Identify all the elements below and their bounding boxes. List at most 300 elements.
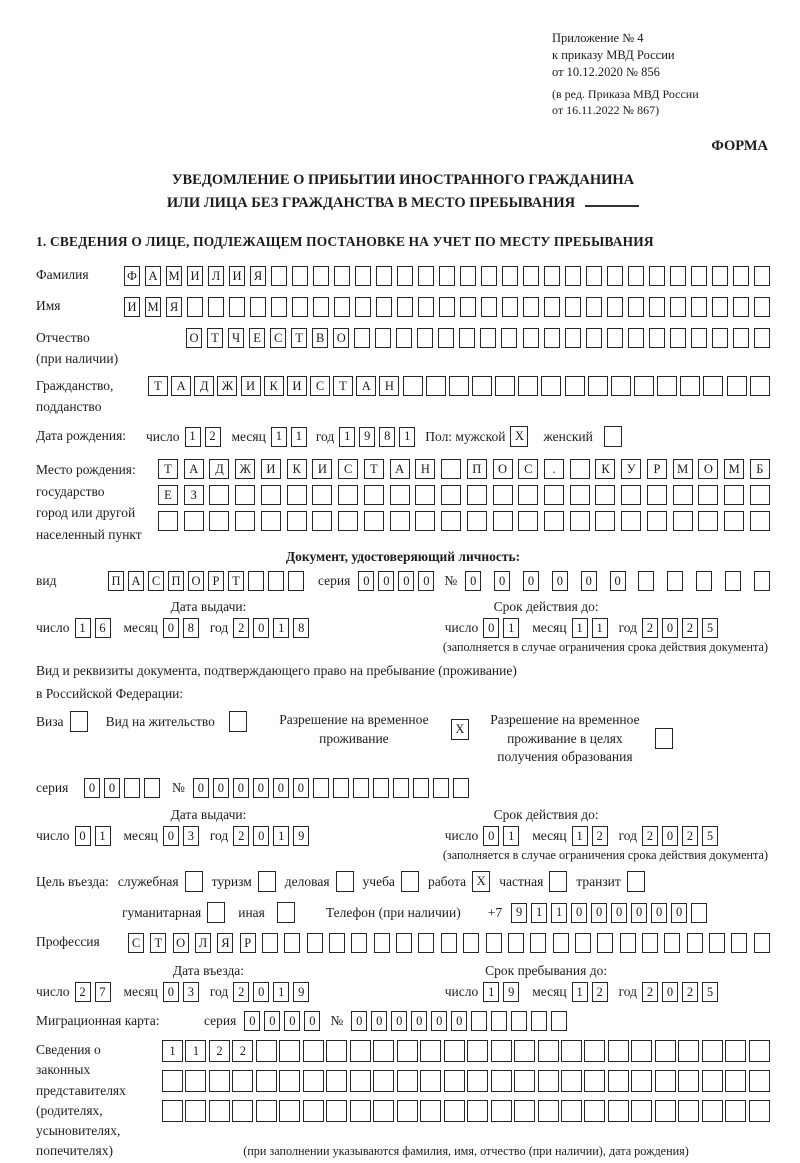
form-cell[interactable] xyxy=(444,1100,465,1122)
form-cell[interactable] xyxy=(235,485,255,505)
form-cell[interactable] xyxy=(621,511,641,531)
form-cell[interactable] xyxy=(493,511,513,531)
form-cell[interactable] xyxy=(418,933,434,953)
purpose-business-checkbox[interactable] xyxy=(336,871,354,892)
form-cell[interactable] xyxy=(312,511,332,531)
form-cell[interactable] xyxy=(628,297,644,317)
form-cell[interactable] xyxy=(586,328,602,348)
form-cell[interactable] xyxy=(373,1100,394,1122)
form-cell[interactable] xyxy=(162,1100,183,1122)
form-cell[interactable]: 1 xyxy=(273,826,289,846)
form-cell[interactable] xyxy=(271,266,287,286)
form-cell[interactable] xyxy=(375,328,391,348)
form-cell[interactable]: Я xyxy=(250,266,266,286)
form-cell[interactable] xyxy=(667,571,683,591)
form-cell[interactable] xyxy=(397,1040,418,1062)
form-cell[interactable] xyxy=(631,1040,652,1062)
form-cell[interactable] xyxy=(733,297,749,317)
form-cell[interactable] xyxy=(467,485,487,505)
form-cell[interactable] xyxy=(561,1100,582,1122)
form-cell[interactable] xyxy=(565,297,581,317)
birth-place-cells-row2[interactable] xyxy=(158,485,770,505)
form-cell[interactable] xyxy=(647,511,667,531)
form-cell[interactable] xyxy=(413,778,429,798)
form-cell[interactable]: 0 xyxy=(398,571,414,591)
form-cell[interactable]: Б xyxy=(750,459,770,479)
form-cell[interactable] xyxy=(655,1040,676,1062)
identity-series-cells[interactable] xyxy=(358,571,434,591)
form-cell[interactable] xyxy=(518,376,538,396)
form-cell[interactable] xyxy=(232,1070,253,1092)
form-cell[interactable] xyxy=(373,1040,394,1062)
form-cell[interactable]: У xyxy=(621,459,641,479)
patronymic-cells[interactable] xyxy=(186,328,770,348)
form-cell[interactable]: 0 xyxy=(253,778,269,798)
form-cell[interactable]: 0 xyxy=(391,1011,407,1031)
form-cell[interactable]: Р xyxy=(208,571,224,591)
form-cell[interactable] xyxy=(453,778,469,798)
form-cell[interactable]: А xyxy=(171,376,191,396)
form-cell[interactable] xyxy=(750,485,770,505)
form-cell[interactable]: Е xyxy=(249,328,265,348)
form-cell[interactable] xyxy=(604,426,622,447)
form-cell[interactable] xyxy=(575,933,591,953)
form-cell[interactable] xyxy=(313,266,329,286)
form-cell[interactable] xyxy=(638,571,654,591)
form-cell[interactable]: 1 xyxy=(273,982,289,1002)
form-cell[interactable] xyxy=(501,328,517,348)
form-cell[interactable]: 0 xyxy=(371,1011,387,1031)
given-name-cells[interactable] xyxy=(124,297,770,317)
form-cell[interactable]: И xyxy=(312,459,332,479)
form-cell[interactable] xyxy=(350,1100,371,1122)
residence-valid-year[interactable] xyxy=(642,826,718,846)
form-cell[interactable] xyxy=(544,328,560,348)
form-cell[interactable] xyxy=(538,1040,559,1062)
residence-issued-month[interactable] xyxy=(163,826,199,846)
form-cell[interactable]: 0 xyxy=(662,982,678,1002)
form-cell[interactable]: С xyxy=(338,459,358,479)
form-cell[interactable]: И xyxy=(287,376,307,396)
form-cell[interactable]: Т xyxy=(148,376,168,396)
form-cell[interactable] xyxy=(364,485,384,505)
form-cell[interactable]: 2 xyxy=(205,427,221,447)
form-cell[interactable]: X xyxy=(510,426,528,447)
form-cell[interactable] xyxy=(261,485,281,505)
form-cell[interactable]: 2 xyxy=(233,982,249,1002)
form-cell[interactable]: С xyxy=(270,328,286,348)
form-cell[interactable] xyxy=(303,1100,324,1122)
form-cell[interactable] xyxy=(480,328,496,348)
form-cell[interactable] xyxy=(597,933,613,953)
form-cell[interactable] xyxy=(595,511,615,531)
form-cell[interactable] xyxy=(376,297,392,317)
form-cell[interactable]: 0 xyxy=(651,903,667,923)
form-cell[interactable] xyxy=(584,1070,605,1092)
birth-day-cells[interactable] xyxy=(185,427,221,447)
form-cell[interactable] xyxy=(326,1070,347,1092)
form-cell[interactable]: О xyxy=(188,571,204,591)
stay-until-year[interactable] xyxy=(642,982,718,1002)
form-cell[interactable]: 5 xyxy=(702,618,718,638)
form-cell[interactable] xyxy=(439,266,455,286)
form-cell[interactable]: . xyxy=(544,459,564,479)
form-cell[interactable]: 0 xyxy=(483,618,499,638)
form-cell[interactable]: 0 xyxy=(411,1011,427,1031)
form-cell[interactable] xyxy=(749,1070,770,1092)
form-cell[interactable] xyxy=(449,376,469,396)
form-cell[interactable] xyxy=(553,933,569,953)
residence-valid-month[interactable] xyxy=(572,826,608,846)
form-cell[interactable] xyxy=(351,933,367,953)
form-cell[interactable] xyxy=(725,1100,746,1122)
visa-checkbox[interactable] xyxy=(70,711,88,732)
form-cell[interactable] xyxy=(312,485,332,505)
form-cell[interactable]: 6 xyxy=(95,618,111,638)
form-cell[interactable]: 9 xyxy=(359,427,375,447)
form-cell[interactable] xyxy=(749,1040,770,1062)
form-cell[interactable] xyxy=(607,328,623,348)
form-cell[interactable] xyxy=(364,511,384,531)
form-cell[interactable]: 0 xyxy=(264,1011,280,1031)
form-cell[interactable]: 0 xyxy=(351,1011,367,1031)
form-cell[interactable]: 0 xyxy=(304,1011,320,1031)
form-cell[interactable] xyxy=(584,1100,605,1122)
form-cell[interactable]: Р xyxy=(240,933,256,953)
form-cell[interactable] xyxy=(709,933,725,953)
form-cell[interactable] xyxy=(518,485,538,505)
form-cell[interactable] xyxy=(655,728,673,749)
form-cell[interactable]: 1 xyxy=(162,1040,183,1062)
form-cell[interactable] xyxy=(691,328,707,348)
form-cell[interactable] xyxy=(544,297,560,317)
form-cell[interactable] xyxy=(334,266,350,286)
form-cell[interactable]: Т xyxy=(158,459,178,479)
form-cell[interactable]: В xyxy=(312,328,328,348)
form-cell[interactable] xyxy=(712,266,728,286)
form-cell[interactable]: Т xyxy=(207,328,223,348)
form-cell[interactable]: 1 xyxy=(273,618,289,638)
identity-kind-cells[interactable] xyxy=(108,571,304,591)
form-cell[interactable]: 1 xyxy=(95,826,111,846)
form-cell[interactable] xyxy=(495,376,515,396)
purpose-study-checkbox[interactable] xyxy=(401,871,419,892)
form-cell[interactable] xyxy=(415,485,435,505)
form-cell[interactable]: 0 xyxy=(213,778,229,798)
form-cell[interactable] xyxy=(467,1070,488,1092)
form-cell[interactable]: О xyxy=(173,933,189,953)
form-cell[interactable]: М xyxy=(145,297,161,317)
form-cell[interactable] xyxy=(725,571,741,591)
form-cell[interactable] xyxy=(420,1070,441,1092)
migration-number-cells[interactable] xyxy=(351,1011,567,1031)
form-cell[interactable] xyxy=(292,266,308,286)
form-cell[interactable] xyxy=(655,1070,676,1092)
form-cell[interactable] xyxy=(313,297,329,317)
form-cell[interactable] xyxy=(611,376,631,396)
residence-issued-year[interactable] xyxy=(233,826,309,846)
form-cell[interactable] xyxy=(396,328,412,348)
form-cell[interactable] xyxy=(570,485,590,505)
form-cell[interactable]: Д xyxy=(194,376,214,396)
purpose-other-checkbox[interactable] xyxy=(277,902,295,923)
form-cell[interactable] xyxy=(565,376,585,396)
form-cell[interactable]: А xyxy=(128,571,144,591)
purpose-transit-checkbox[interactable] xyxy=(627,871,645,892)
form-cell[interactable]: О xyxy=(333,328,349,348)
form-cell[interactable]: 0 xyxy=(494,571,510,591)
form-cell[interactable] xyxy=(664,933,680,953)
form-cell[interactable] xyxy=(514,1040,535,1062)
form-cell[interactable] xyxy=(441,459,461,479)
form-cell[interactable] xyxy=(649,266,665,286)
form-cell[interactable] xyxy=(678,1040,699,1062)
form-cell[interactable]: И xyxy=(241,376,261,396)
form-cell[interactable] xyxy=(467,1100,488,1122)
form-cell[interactable] xyxy=(750,376,770,396)
form-cell[interactable]: О xyxy=(186,328,202,348)
guardians-cells-row1[interactable] xyxy=(162,1040,770,1062)
form-cell[interactable] xyxy=(702,1040,723,1062)
form-cell[interactable]: 0 xyxy=(378,571,394,591)
form-cell[interactable] xyxy=(303,1070,324,1092)
form-cell[interactable] xyxy=(649,328,665,348)
form-cell[interactable]: 1 xyxy=(399,427,415,447)
form-cell[interactable] xyxy=(628,266,644,286)
form-cell[interactable]: Н xyxy=(415,459,435,479)
form-cell[interactable] xyxy=(523,328,539,348)
form-cell[interactable] xyxy=(124,778,140,798)
form-cell[interactable] xyxy=(354,328,370,348)
form-cell[interactable] xyxy=(588,376,608,396)
form-cell[interactable]: X xyxy=(472,871,490,892)
form-cell[interactable]: 0 xyxy=(293,778,309,798)
form-cell[interactable] xyxy=(326,1040,347,1062)
form-cell[interactable]: С xyxy=(148,571,164,591)
form-cell[interactable] xyxy=(608,1070,629,1092)
form-cell[interactable] xyxy=(307,933,323,953)
form-cell[interactable] xyxy=(561,1040,582,1062)
form-cell[interactable]: 2 xyxy=(209,1040,230,1062)
form-cell[interactable] xyxy=(418,266,434,286)
identity-number-cells[interactable] xyxy=(465,571,770,591)
form-cell[interactable] xyxy=(544,266,560,286)
entry-year[interactable] xyxy=(233,982,309,1002)
form-cell[interactable] xyxy=(530,933,546,953)
form-cell[interactable] xyxy=(444,1040,465,1062)
form-cell[interactable] xyxy=(649,297,665,317)
form-cell[interactable] xyxy=(158,511,178,531)
form-cell[interactable]: 0 xyxy=(431,1011,447,1031)
form-cell[interactable] xyxy=(279,1070,300,1092)
form-cell[interactable] xyxy=(333,778,349,798)
form-cell[interactable] xyxy=(403,376,423,396)
form-cell[interactable] xyxy=(631,1100,652,1122)
form-cell[interactable] xyxy=(493,485,513,505)
form-cell[interactable]: 2 xyxy=(233,826,249,846)
form-cell[interactable]: С xyxy=(518,459,538,479)
form-cell[interactable]: 3 xyxy=(183,826,199,846)
form-cell[interactable]: М xyxy=(166,266,182,286)
stay-until-day[interactable] xyxy=(483,982,519,1002)
residence-valid-day[interactable] xyxy=(483,826,519,846)
form-cell[interactable]: О xyxy=(698,459,718,479)
form-cell[interactable] xyxy=(691,297,707,317)
form-cell[interactable]: 2 xyxy=(682,982,698,1002)
form-cell[interactable] xyxy=(279,1040,300,1062)
form-cell[interactable] xyxy=(444,1070,465,1092)
form-cell[interactable] xyxy=(256,1070,277,1092)
form-cell[interactable]: К xyxy=(595,459,615,479)
form-cell[interactable]: 0 xyxy=(163,982,179,1002)
form-cell[interactable] xyxy=(390,485,410,505)
form-cell[interactable]: 1 xyxy=(572,826,588,846)
form-cell[interactable] xyxy=(355,266,371,286)
form-cell[interactable] xyxy=(595,485,615,505)
form-cell[interactable]: К xyxy=(264,376,284,396)
form-cell[interactable] xyxy=(209,1100,230,1122)
form-cell[interactable] xyxy=(481,266,497,286)
form-cell[interactable] xyxy=(268,571,284,591)
form-cell[interactable] xyxy=(350,1070,371,1092)
form-cell[interactable]: О xyxy=(493,459,513,479)
form-cell[interactable] xyxy=(401,871,419,892)
form-cell[interactable] xyxy=(607,266,623,286)
form-cell[interactable]: 0 xyxy=(104,778,120,798)
birth-place-cells-row3[interactable] xyxy=(158,511,770,531)
form-cell[interactable] xyxy=(287,511,307,531)
form-cell[interactable] xyxy=(678,1070,699,1092)
form-cell[interactable] xyxy=(491,1011,507,1031)
identity-valid-year[interactable] xyxy=(642,618,718,638)
form-cell[interactable] xyxy=(250,297,266,317)
form-cell[interactable] xyxy=(433,778,449,798)
form-cell[interactable] xyxy=(438,328,454,348)
form-cell[interactable] xyxy=(184,511,204,531)
form-cell[interactable] xyxy=(397,266,413,286)
form-cell[interactable]: М xyxy=(724,459,744,479)
form-cell[interactable] xyxy=(463,933,479,953)
stay-until-month[interactable] xyxy=(572,982,608,1002)
form-cell[interactable]: А xyxy=(184,459,204,479)
residence-issued-day[interactable] xyxy=(75,826,111,846)
form-cell[interactable]: Т xyxy=(333,376,353,396)
form-cell[interactable]: А xyxy=(145,266,161,286)
form-cell[interactable] xyxy=(491,1100,512,1122)
form-cell[interactable] xyxy=(724,511,744,531)
form-cell[interactable] xyxy=(628,328,644,348)
form-cell[interactable]: 8 xyxy=(293,618,309,638)
form-cell[interactable] xyxy=(754,266,770,286)
form-cell[interactable] xyxy=(627,871,645,892)
form-cell[interactable] xyxy=(336,871,354,892)
form-cell[interactable] xyxy=(334,297,350,317)
form-cell[interactable]: 0 xyxy=(631,903,647,923)
form-cell[interactable] xyxy=(586,297,602,317)
form-cell[interactable] xyxy=(608,1040,629,1062)
form-cell[interactable] xyxy=(642,933,658,953)
sex-male-checkbox[interactable] xyxy=(510,426,528,447)
form-cell[interactable]: 5 xyxy=(702,982,718,1002)
form-cell[interactable]: 3 xyxy=(183,982,199,1002)
form-cell[interactable]: П xyxy=(108,571,124,591)
form-cell[interactable]: 0 xyxy=(571,903,587,923)
form-cell[interactable] xyxy=(523,266,539,286)
form-cell[interactable] xyxy=(329,933,345,953)
form-cell[interactable] xyxy=(678,1100,699,1122)
form-cell[interactable] xyxy=(459,328,475,348)
form-cell[interactable] xyxy=(491,1070,512,1092)
form-cell[interactable] xyxy=(538,1100,559,1122)
form-cell[interactable]: Т xyxy=(150,933,166,953)
form-cell[interactable]: 0 xyxy=(581,571,597,591)
form-cell[interactable]: 1 xyxy=(483,982,499,1002)
form-cell[interactable] xyxy=(460,297,476,317)
form-cell[interactable]: А xyxy=(356,376,376,396)
form-cell[interactable]: 0 xyxy=(465,571,481,591)
form-cell[interactable] xyxy=(518,511,538,531)
form-cell[interactable]: П xyxy=(467,459,487,479)
form-cell[interactable] xyxy=(544,511,564,531)
form-cell[interactable]: 2 xyxy=(75,982,91,1002)
residence-number-cells[interactable] xyxy=(193,778,469,798)
entry-month[interactable] xyxy=(163,982,199,1002)
identity-valid-day[interactable] xyxy=(483,618,519,638)
form-cell[interactable] xyxy=(420,1040,441,1062)
form-cell[interactable]: Ч xyxy=(228,328,244,348)
form-cell[interactable] xyxy=(287,485,307,505)
form-cell[interactable] xyxy=(350,1040,371,1062)
form-cell[interactable] xyxy=(514,1100,535,1122)
form-cell[interactable] xyxy=(426,376,446,396)
form-cell[interactable] xyxy=(376,266,392,286)
form-cell[interactable] xyxy=(393,778,409,798)
form-cell[interactable]: 1 xyxy=(271,427,287,447)
form-cell[interactable]: 0 xyxy=(358,571,374,591)
form-cell[interactable] xyxy=(538,1070,559,1092)
form-cell[interactable] xyxy=(561,1070,582,1092)
form-cell[interactable] xyxy=(70,711,88,732)
form-cell[interactable]: Ф xyxy=(124,266,140,286)
form-cell[interactable]: 0 xyxy=(253,982,269,1002)
form-cell[interactable] xyxy=(754,297,770,317)
form-cell[interactable] xyxy=(691,266,707,286)
form-cell[interactable] xyxy=(727,376,747,396)
identity-issued-month[interactable] xyxy=(163,618,199,638)
form-cell[interactable] xyxy=(338,485,358,505)
form-cell[interactable]: И xyxy=(261,459,281,479)
form-cell[interactable] xyxy=(725,1040,746,1062)
form-cell[interactable] xyxy=(523,297,539,317)
form-cell[interactable] xyxy=(467,1040,488,1062)
form-cell[interactable] xyxy=(514,1070,535,1092)
form-cell[interactable] xyxy=(491,1040,512,1062)
form-cell[interactable]: 0 xyxy=(284,1011,300,1031)
form-cell[interactable]: Е xyxy=(158,485,178,505)
form-cell[interactable] xyxy=(396,933,412,953)
form-cell[interactable] xyxy=(702,1070,723,1092)
form-cell[interactable] xyxy=(724,485,744,505)
form-cell[interactable] xyxy=(544,485,564,505)
form-cell[interactable] xyxy=(417,328,433,348)
form-cell[interactable]: X xyxy=(451,719,469,740)
form-cell[interactable]: И xyxy=(124,297,140,317)
form-cell[interactable] xyxy=(608,1100,629,1122)
form-cell[interactable]: 8 xyxy=(183,618,199,638)
form-cell[interactable]: 1 xyxy=(503,618,519,638)
form-cell[interactable] xyxy=(749,1100,770,1122)
form-cell[interactable]: Д xyxy=(209,459,229,479)
